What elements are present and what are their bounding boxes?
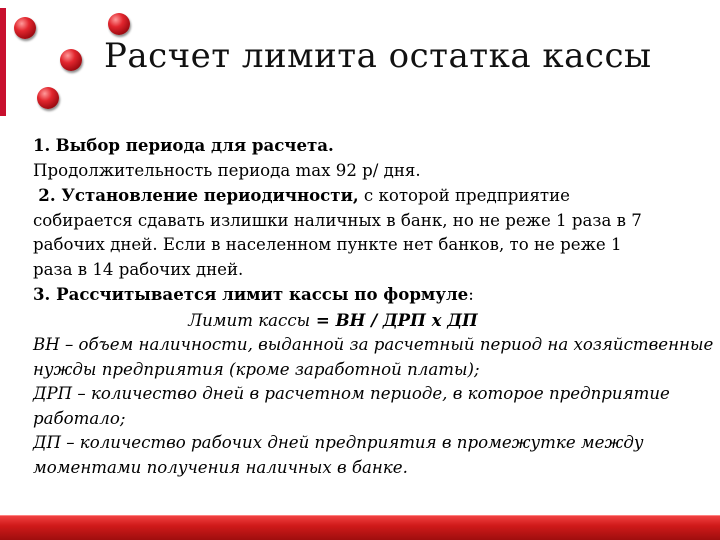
definition-vn-line2: нужды предприятия (кроме заработной платы); [33, 359, 480, 379]
left-accent-bar [0, 8, 6, 116]
item2-line1-rest: с которой предприятие [358, 186, 570, 205]
definition-drp-line2: работало; [33, 408, 126, 428]
item1-heading: Выбор периода для расчета. [55, 135, 334, 155]
item3-colon: : [468, 285, 474, 304]
item2-line2: собирается сдавать излишки наличных в банк, но не реже 1 раза в 7 [33, 210, 642, 230]
slide-content [33, 133, 714, 480]
item2-line1 [33, 183, 693, 209]
decorative-red-ball-icon [14, 17, 36, 39]
decorative-red-ball-icon [108, 13, 130, 35]
definition-vn-line1: ВН – объем наличности, выданной за расчетный период на хозяйственные [33, 335, 714, 354]
bottom-red-bar [0, 515, 720, 540]
page-title: Расчет лимита остатка кассы [104, 36, 652, 76]
decorative-red-ball-icon [37, 87, 59, 109]
item1-text: Продолжительность периода max 92 р/ дня. [33, 160, 421, 180]
formula [33, 308, 693, 334]
definition-dp-line1: ДП – количество рабочих дней предприятия в промежутке между [33, 433, 644, 452]
formula-rest: = ВН / ДРП х ДП [310, 309, 478, 330]
item3-line [33, 282, 693, 308]
item2-line4: раза в 14 рабочих дней. [33, 259, 244, 279]
item2-line3: рабочих дней. Если в населенном пункте нет банков, то не реже 1 [33, 235, 622, 254]
definition-drp-line1: ДРП – количество дней в расчетном периоде, в которое предприятие [33, 384, 670, 403]
decorative-red-ball-icon [60, 49, 82, 71]
item3-heading: 3. Рассчитывается лимит кассы по формуле [33, 284, 469, 304]
item1-heading-line [33, 133, 693, 159]
item1-number: 1. [33, 135, 51, 155]
formula-prefix: Лимит кассы [188, 310, 311, 330]
item2-heading: 2. Установление периодичности, [38, 185, 359, 205]
definition-dp-line2: моментами получения наличных в банке. [33, 457, 408, 477]
